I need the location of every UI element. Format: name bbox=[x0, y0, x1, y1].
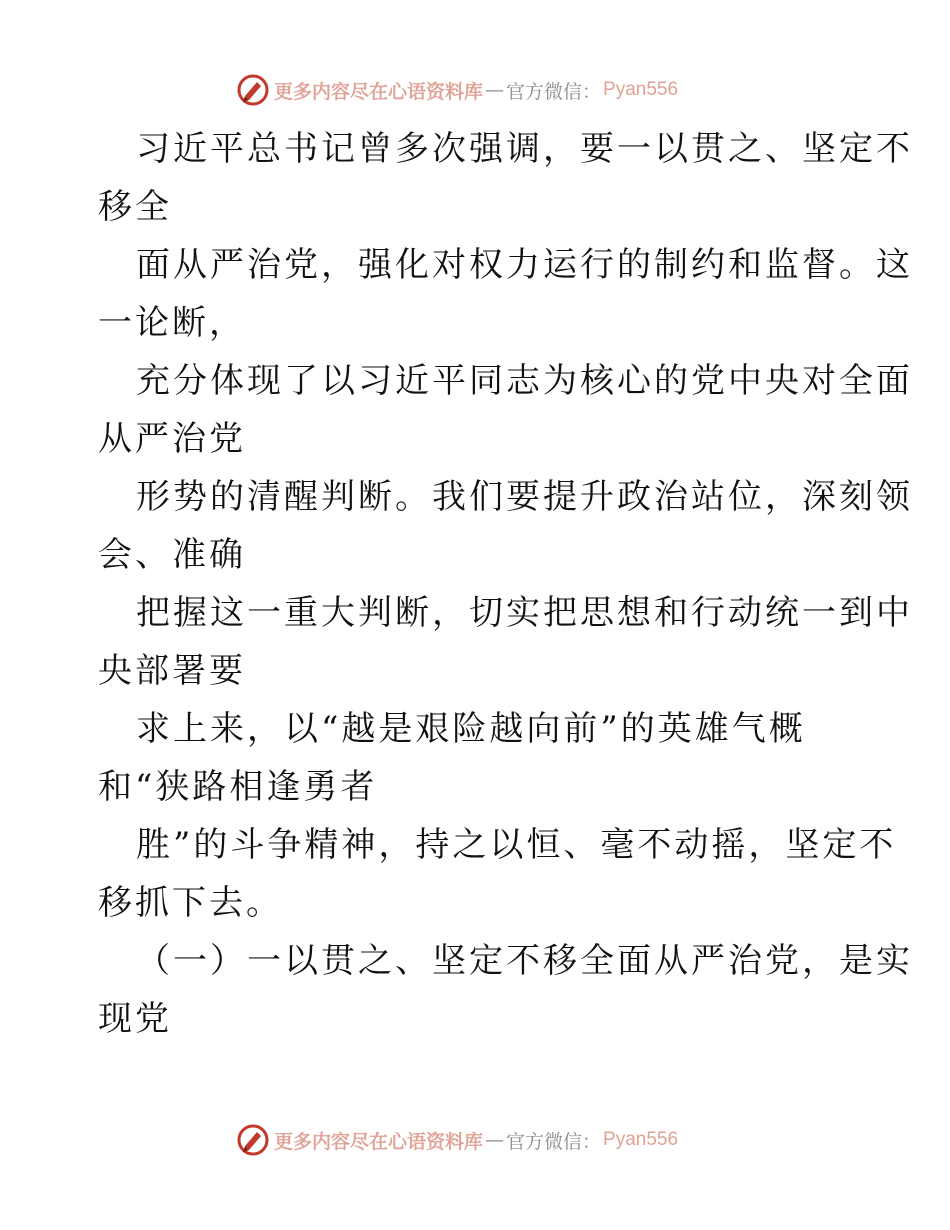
watermark-wechat-id: Pyan556 bbox=[603, 1129, 679, 1150]
watermark-text: 更多内容尽在心语资料库 bbox=[274, 1130, 484, 1153]
text-line: 面从严治党，强化对权力运行的制约和监督。这 bbox=[136, 245, 913, 285]
text-line: 和“狭路相逢勇者 bbox=[98, 767, 378, 807]
text-line: 会、准确 bbox=[98, 535, 246, 575]
text-line: 现党 bbox=[98, 999, 172, 1039]
text-line: 从严治党 bbox=[98, 419, 246, 459]
watermark-dash: — bbox=[485, 79, 505, 101]
text-line: 充分体现了以习近平同志为核心的党中央对全面 bbox=[136, 361, 913, 401]
watermark-label: 官方微信： bbox=[506, 80, 602, 103]
pen-logo-icon bbox=[236, 73, 270, 107]
text-line: 求上来，以“越是艰险越向前”的英雄气概 bbox=[136, 709, 806, 749]
text-line: 移抓下去。 bbox=[98, 883, 283, 923]
text-line: 央部署要 bbox=[98, 651, 246, 691]
watermark-wechat-id: Pyan556 bbox=[603, 79, 679, 100]
text-line: 一论断， bbox=[98, 303, 246, 343]
text-line: 把握这一重大判断，切实把思想和行动统一到中 bbox=[136, 593, 913, 633]
text-line: （一）一以贯之、坚定不移全面从严治党，是实 bbox=[136, 941, 913, 981]
watermark-label: 官方微信： bbox=[506, 1130, 602, 1153]
text-line: 习近平总书记曾多次强调，要一以贯之、坚定不 bbox=[136, 129, 913, 169]
pen-logo-icon bbox=[236, 1123, 270, 1157]
text-line: 形势的清醒判断。我们要提升政治站位，深刻领 bbox=[136, 477, 913, 517]
header-watermark bbox=[236, 72, 678, 108]
body-text bbox=[98, 120, 913, 1048]
text-line: 移全 bbox=[98, 187, 172, 227]
watermark-dash: — bbox=[485, 1129, 505, 1151]
footer-watermark bbox=[236, 1122, 678, 1158]
text-line: 胜”的斗争精神，持之以恒、毫不动摇，坚定不 bbox=[136, 825, 897, 865]
watermark-text: 更多内容尽在心语资料库 bbox=[274, 80, 484, 103]
